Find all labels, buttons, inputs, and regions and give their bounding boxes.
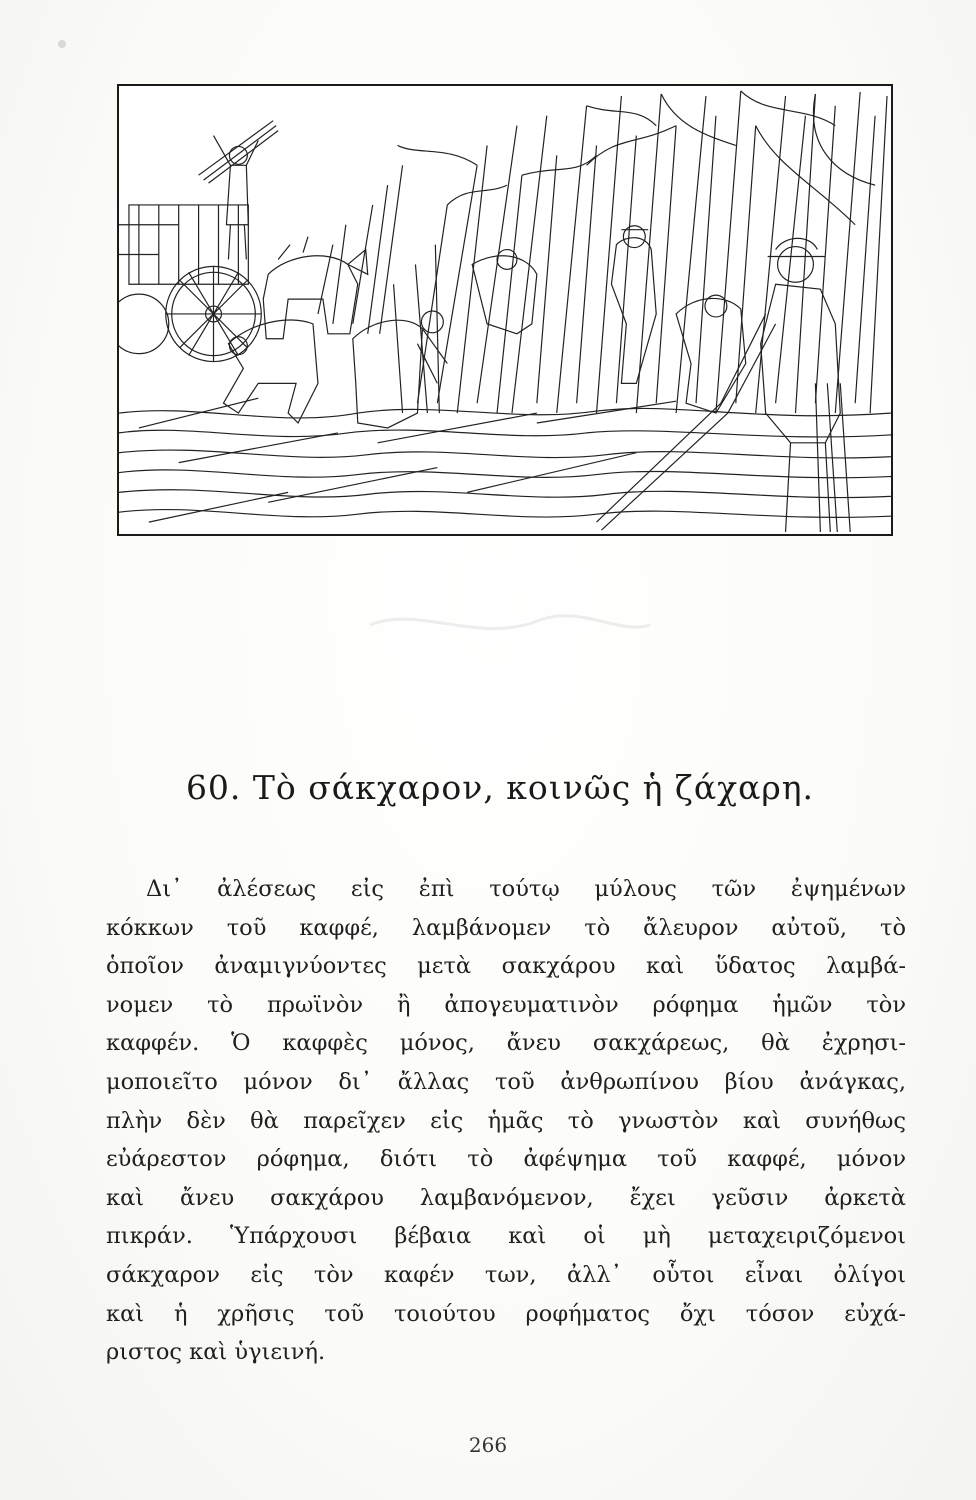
text-line: νομεν τὸ πρωϊνὸν ἢ ἀπογευματινὸν ρόφημα ἡμῶν τὸν — [106, 991, 906, 1018]
text-line: ὁποῖον ἀναμιγνύοντες μετὰ σακχάρου καὶ ὕδατος λαμβά- — [106, 953, 906, 980]
text-line: κόκκων τοῦ καφφέ, λαμβάνομεν τὸ ἄλευρον αὐτοῦ, τὸ — [106, 914, 906, 941]
wagon — [119, 205, 261, 362]
text-line: ριστος καὶ ὑγιεινή. — [106, 1339, 326, 1366]
chapter-title: 60. Τὸ σάκχαρον, κοινῶς ἡ ζάχαρη. — [185, 768, 815, 807]
bleed-through-ghost — [360, 595, 660, 655]
paper-speck — [58, 40, 66, 48]
text-line: πλὴν δὲν θὰ παρεῖχεν εἰς ἡμᾶς τὸ γνωστὸν καὶ συνήθως — [106, 1107, 906, 1134]
page-number: 266 — [468, 1433, 508, 1457]
ground-cut-cane — [119, 398, 891, 522]
sugar-cane-harvest-illustration — [117, 84, 893, 536]
text-line: εὐάρεστον ρόφημα, διότι τὸ ἀφέψημα τοῦ καφφέ, μόνον — [106, 1146, 906, 1173]
text-line: μοποιεῖτο μόνον δι᾽ ἄλλας τοῦ ἀνθρωπίνου βίου ἀνάγκας, — [106, 1068, 906, 1095]
text-line: καὶ ἡ χρῆσις τοῦ τοιούτου ροφήματος ὄχι τόσον εὐχά- — [106, 1300, 906, 1327]
text-line: σάκχαρον εἰς τὸν καφέν των, ἀλλ᾽ οὗτοι εἶναι ὀλίγοι — [106, 1261, 906, 1288]
text-line: καὶ ἄνευ σακχάρου λαμβανόμενον, ἔχει γεῦσιν ἀρκετὰ — [106, 1184, 906, 1211]
text-line: Δι᾽ ἀλέσεως εἰς ἐπὶ τούτῳ μύλους τῶν ἐψημένων — [146, 876, 906, 902]
text-line: καφφέν. Ὁ καφφὲς μόνος, ἄνευ σακχάρεως, θὰ ἐχρησι- — [106, 1030, 906, 1057]
cane-stalks — [318, 91, 887, 413]
chapter-body — [106, 870, 906, 1372]
ox — [263, 237, 367, 339]
workers — [223, 226, 850, 532]
text-line: πικράν. Ὑπάρχουσι βέβαια καὶ οἱ μὴ μεταχειριζόμενοι — [106, 1223, 906, 1250]
